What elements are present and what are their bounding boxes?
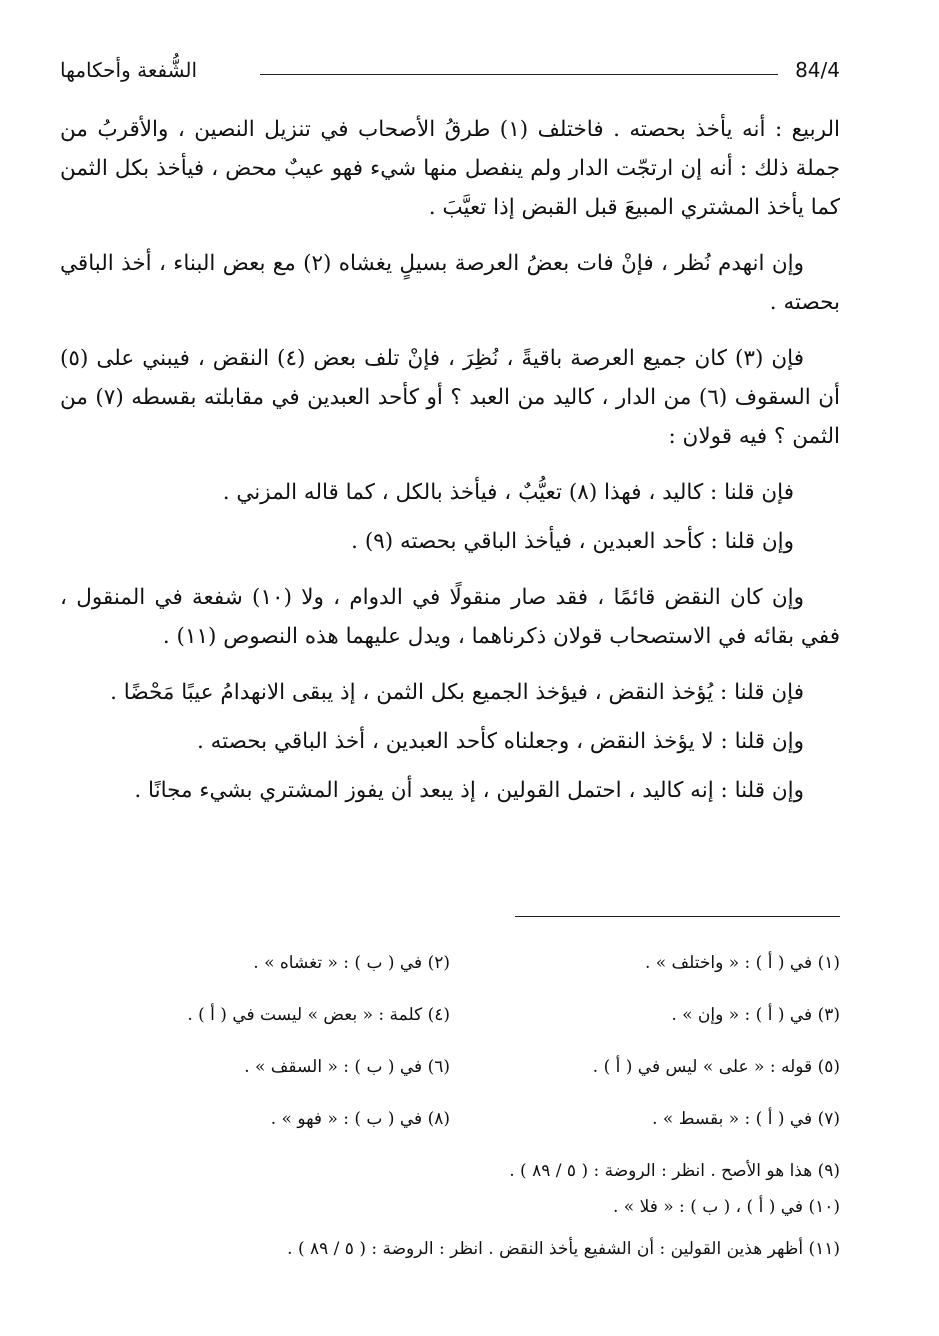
- footnote-row: [60, 945, 840, 997]
- main-text: [60, 110, 840, 810]
- footnote: (١) في ( أ ) : « واختلف » .: [644, 953, 840, 973]
- footnote: (١١) أظهر هذين القولين : أن الشفيع يأخذ النقض . انظر : الروضة : ( ٥ / ٨٩ ) .: [287, 1239, 840, 1259]
- footnote-row: [60, 997, 840, 1049]
- paragraph: وإن قلنا : كأحد العبدين ، فيأخذ الباقي بحصته (٩) .: [351, 529, 794, 554]
- footnote-row: [60, 1049, 840, 1101]
- footnote: (١٠) في ( أ ) ، ( ب ) : « فلا » .: [612, 1197, 840, 1217]
- footnote: (٦) في ( ب ) : « السقف » .: [244, 1057, 450, 1077]
- footnote: (٣) في ( أ ) : « وإن » .: [671, 1005, 840, 1025]
- footnote-separator: [515, 916, 840, 917]
- paragraph: وإن كان النقض قائمًا ، فقد صار منقولًا في الدوام ، ولا (١٠) شفعة في المنقول ، ففي بقائه في الاستصحاب قولان ذكرناهما ، ويدل عليهما هذه النصوص (١١) .: [60, 585, 840, 649]
- paragraph: فإن قلنا : كاليد ، فهذا (٨) تعيُّبٌ ، فيأخذ بالكل ، كما قاله المزني .: [222, 480, 794, 505]
- paragraph: فإن قلنا : يُؤخذ النقض ، فيؤخذ الجميع بكل الثمن ، إذ يبقى الانهدامُ عيبًا مَحْضًا .: [110, 680, 804, 705]
- footnote: (٥) قوله : « على » ليس في ( أ ) .: [592, 1057, 840, 1077]
- running-header: [60, 58, 840, 88]
- footnote: (٤) كلمة : « بعض » ليست في ( أ ) .: [187, 1005, 450, 1025]
- paragraph: وإن قلنا : إنه كاليد ، احتمل القولين ، إذ يبعد أن يفوز المشتري بشيء مجانًا .: [134, 778, 804, 803]
- footnote: (٢) في ( ب ) : « تغشاه » .: [253, 953, 450, 973]
- header-rule: [260, 74, 778, 75]
- running-title: الشُّفعة وأحكامها: [60, 58, 198, 82]
- footnotes: [60, 945, 840, 1267]
- paragraph: الربيع : أنه يأخذ بحصته . فاختلف (١) طرقُ الأصحاب في تنزيل النصين ، والأقربُ من جملة ذلك : أنه إن ارتجّت الدار ولم ينفصل منها شيء فهو عيبٌ محض ، فيأخذ بكل الثمن كما يأخذ المشتري المبيعَ قبل القبض إذا تعيَّبَ .: [60, 117, 840, 220]
- footnote: (٨) في ( ب ) : « فهو » .: [270, 1109, 450, 1129]
- paragraph: وإن قلنا : لا يؤخذ النقض ، وجعلناه كأحد العبدين ، أخذ الباقي بحصته .: [196, 729, 804, 754]
- paragraph: فإن (٣) كان جميع العرصة باقيةً ، نُظِرَ ، فإنْ تلف بعض (٤) النقض ، فيبني على (٥) أن السقوف (٦) من الدار ، كاليد من العبد ؟ أو كأحد العبدين في مقابلته بقسطه (٧) من الثمن ؟ فيه قولان :: [60, 346, 841, 449]
- footnote-row: [60, 1101, 840, 1153]
- footnote: (٧) في ( أ ) : « بقسط » .: [652, 1109, 840, 1129]
- paragraph: وإن انهدم نُظر ، فإنْ فات بعضُ العرصة بسيلٍ يغشاه (٢) مع بعض البناء ، أخذ الباقي بحصته .: [60, 251, 840, 315]
- footnote: (٩) هذا هو الأصح . انظر : الروضة : ( ٥ / ٨٩ ) .: [509, 1161, 840, 1181]
- page-number: 84/4: [795, 58, 840, 82]
